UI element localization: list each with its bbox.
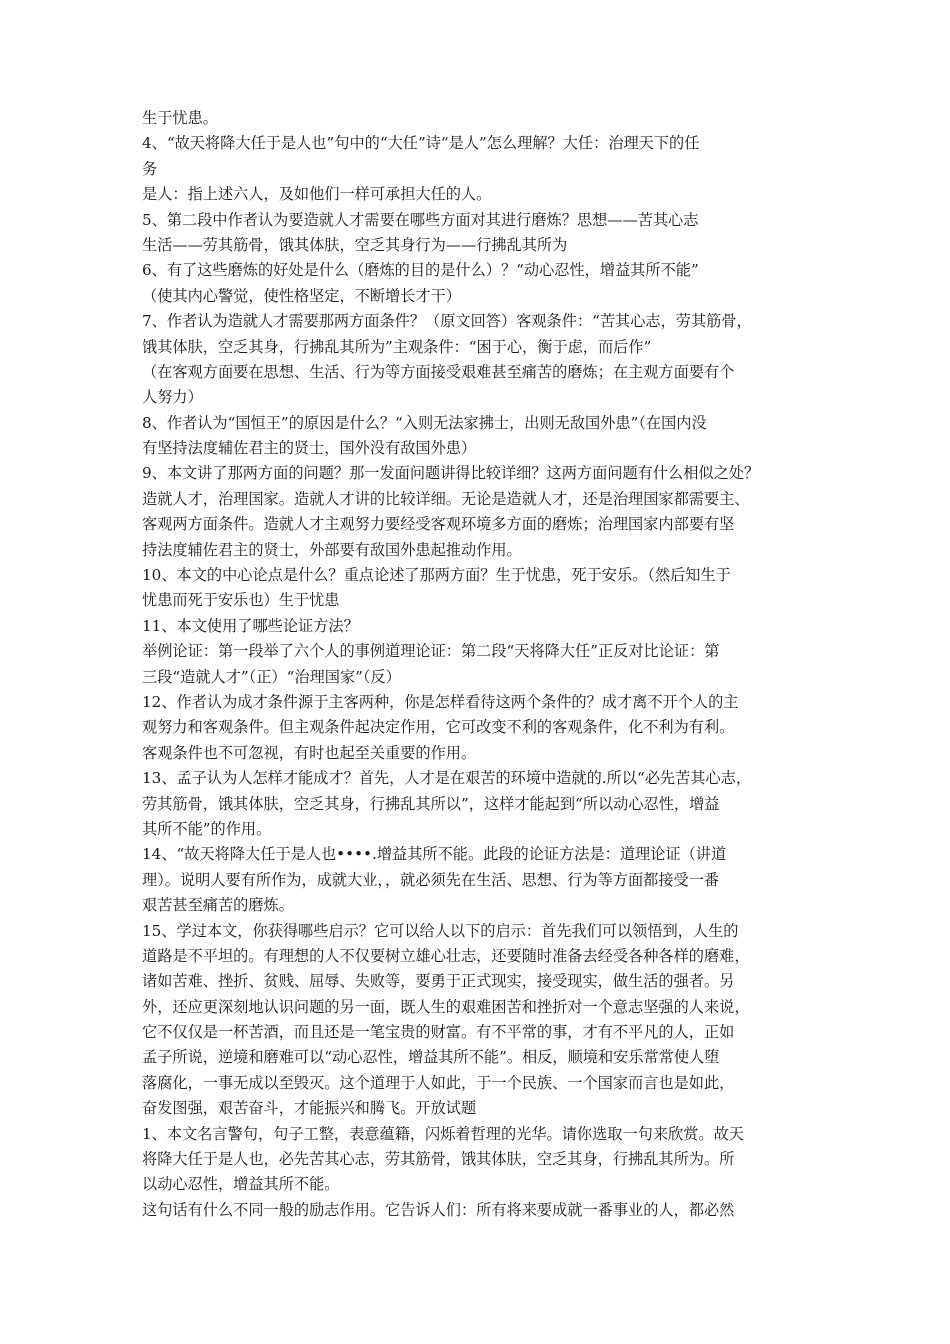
text-line: 它不仅仅是一杯苦酒，而且还是一笔宝贵的财富。有不平常的事，才有不平凡的人，正如 (142, 1023, 735, 1042)
text-line: 其所不能”的作用。 (142, 819, 272, 838)
text-line: （使其内心警觉，使性格坚定，不断增长才干） (142, 286, 461, 305)
text-line: 10、本文的中心论点是什么？重点论述了那两方面？生于忧患，死于安乐。（然后知生于 (142, 566, 731, 585)
text-line: 落腐化，一事无成以至毁灭。这个道理于人如此，于一个民族、一个国家而言也是如此， (142, 1073, 735, 1092)
text-line: 劳其筋骨，饿其体肤，空乏其身，行拂乱其所以”，这样才能起到“所以动心忍性，增益 (142, 794, 720, 813)
text-line: 6、有了这些磨炼的好处是什么（磨炼的目的是什么）？“动心忍性，增益其所不能” (142, 261, 699, 280)
text-line: 造就人才，治理国家。造就人才讲的比较详细。无论是造就人才，还是治理国家都需要主、 (142, 489, 750, 508)
text-line: 12、作者认为成才条件源于主客两种，你是怎样看待这两个条件的？成才离不开个人的主 (142, 692, 739, 711)
text-line: 客观两方面条件。造就人才主观努力要经受客观环境多方面的磨炼；治理国家内部要有坚 (142, 515, 735, 534)
text-line: 13、孟子认为人怎样才能成才？首先，人才是在艰苦的环境中造就的.所以“必先苦其心志， (142, 769, 752, 788)
text-line: 8、作者认为“国恒王”的原因是什么？“入则无法家拂士，出则无敌国外患”（在国内没 (142, 413, 707, 432)
text-line: 生活——劳其筋骨，饿其体肤，空乏其身行为——行拂乱其所为 (142, 235, 568, 254)
text-line: 5、第二段中作者认为要造就人才需要在哪些方面对其进行磨炼？思想——苦其心志 (142, 210, 699, 229)
text-line: 饿其体肤，空乏其身，行拂乱其所为”主观条件：“困于心，衡于虑，而后作” (142, 337, 652, 356)
text-line: 艰苦甚至痛苦的磨炼。 (142, 896, 294, 915)
text-line: 理）。说明人要有所作为，成就大业，，就必须先在生活、思想、行为等方面都接受一番 (142, 870, 720, 889)
text-line: 4、“故天将降大任于是人也”句中的“大任”诗“是人”怎么理解？大任：治理天下的任 (142, 134, 700, 153)
text-line: 忧患而死于安乐也）生于忧患 (142, 591, 340, 610)
text-line: 7、作者认为造就人才需要那两方面条件？（原文回答）客观条件：“苦其心志，劳其筋骨， (142, 312, 752, 331)
text-line: 9、本文讲了那两方面的问题？那一发面问题讲得比较详细？这两方面问题有什么相似之处？ (142, 464, 760, 483)
text-line: 这句话有什么不同一般的励志作用。它告诉人们：所有将来要成就一番事业的人，都必然 (142, 1200, 735, 1219)
document-body (142, 106, 832, 1223)
text-line: 14、“故天将降大任于是人也••••.增益其所不能。此段的论证方法是：道理论证（讲道 (142, 845, 727, 864)
text-line: 15、学过本文，你获得哪些启示？它可以给人以下的启示：首先我们可以领悟到，人生的 (142, 921, 739, 940)
text-line: 生于忧患。 (142, 109, 218, 127)
text-line: 三段“造就人才”（正）“治理国家”（反） (142, 667, 401, 686)
text-line: 举例论证：第一段举了六个人的事例道理论证：第二段“天将降大任”正反对比论证：第 (142, 642, 720, 661)
text-line: 奋发图强，艰苦奋斗，才能振兴和腾飞。开放试题 (142, 1099, 477, 1118)
text-line: （在客观方面要在思想、生活、行为等方面接受艰难甚至痛苦的磨炼；在主观方面要有个 (142, 362, 735, 381)
text-line: 孟子所说，逆境和磨难可以“动心忍性，增益其所不能”。相反，顺境和安乐常常使人堕 (142, 1048, 720, 1067)
text-line: 持法度辅佐君主的贤士，外部要有敌国外患起推动作用。 (142, 540, 522, 559)
text-line: 11、本文使用了哪些论证方法？ (142, 616, 359, 635)
text-line: 外，还应更深刻地认识问题的另一面，既人生的艰难困苦和挫折对一个意志坚强的人来说， (142, 997, 750, 1016)
text-line: 有坚持法度辅佐君主的贤士，国外没有敌国外患） (142, 439, 477, 458)
text-line: 人努力） (142, 388, 203, 407)
text-line: 务 (142, 159, 158, 178)
text-line: 客观条件也不可忽视，有时也起至关重要的作用。 (142, 743, 477, 762)
text-line: 将降大任于是人也，必先苦其心志，劳其筋骨，饿其体肤，空乏其身，行拂乱其所为。所 (142, 1150, 735, 1169)
text-line: 1、本文名言警句，句子工整，表意蕴籍，闪烁着哲理的光华。请你选取一句来欣赏。故天 (142, 1124, 744, 1143)
text-line: 诸如苦难、挫折、贫贱、屈辱、失败等，要勇于正式现实，接受现实，做生活的强者。另 (142, 972, 735, 991)
text-line: 道路是不平坦的。有理想的人不仅要树立雄心壮志，还要随时准备去经受各种各样的磨难， (142, 946, 750, 965)
text-line: 是人：指上述六人，及如他们一样可承担大任的人。 (142, 185, 492, 204)
text-line: 观努力和客观条件。但主观条件起决定作用，它可改变不利的客观条件，化不利为有利。 (142, 718, 735, 737)
text-line: 以动心忍性，增益其所不能。 (142, 1175, 340, 1194)
